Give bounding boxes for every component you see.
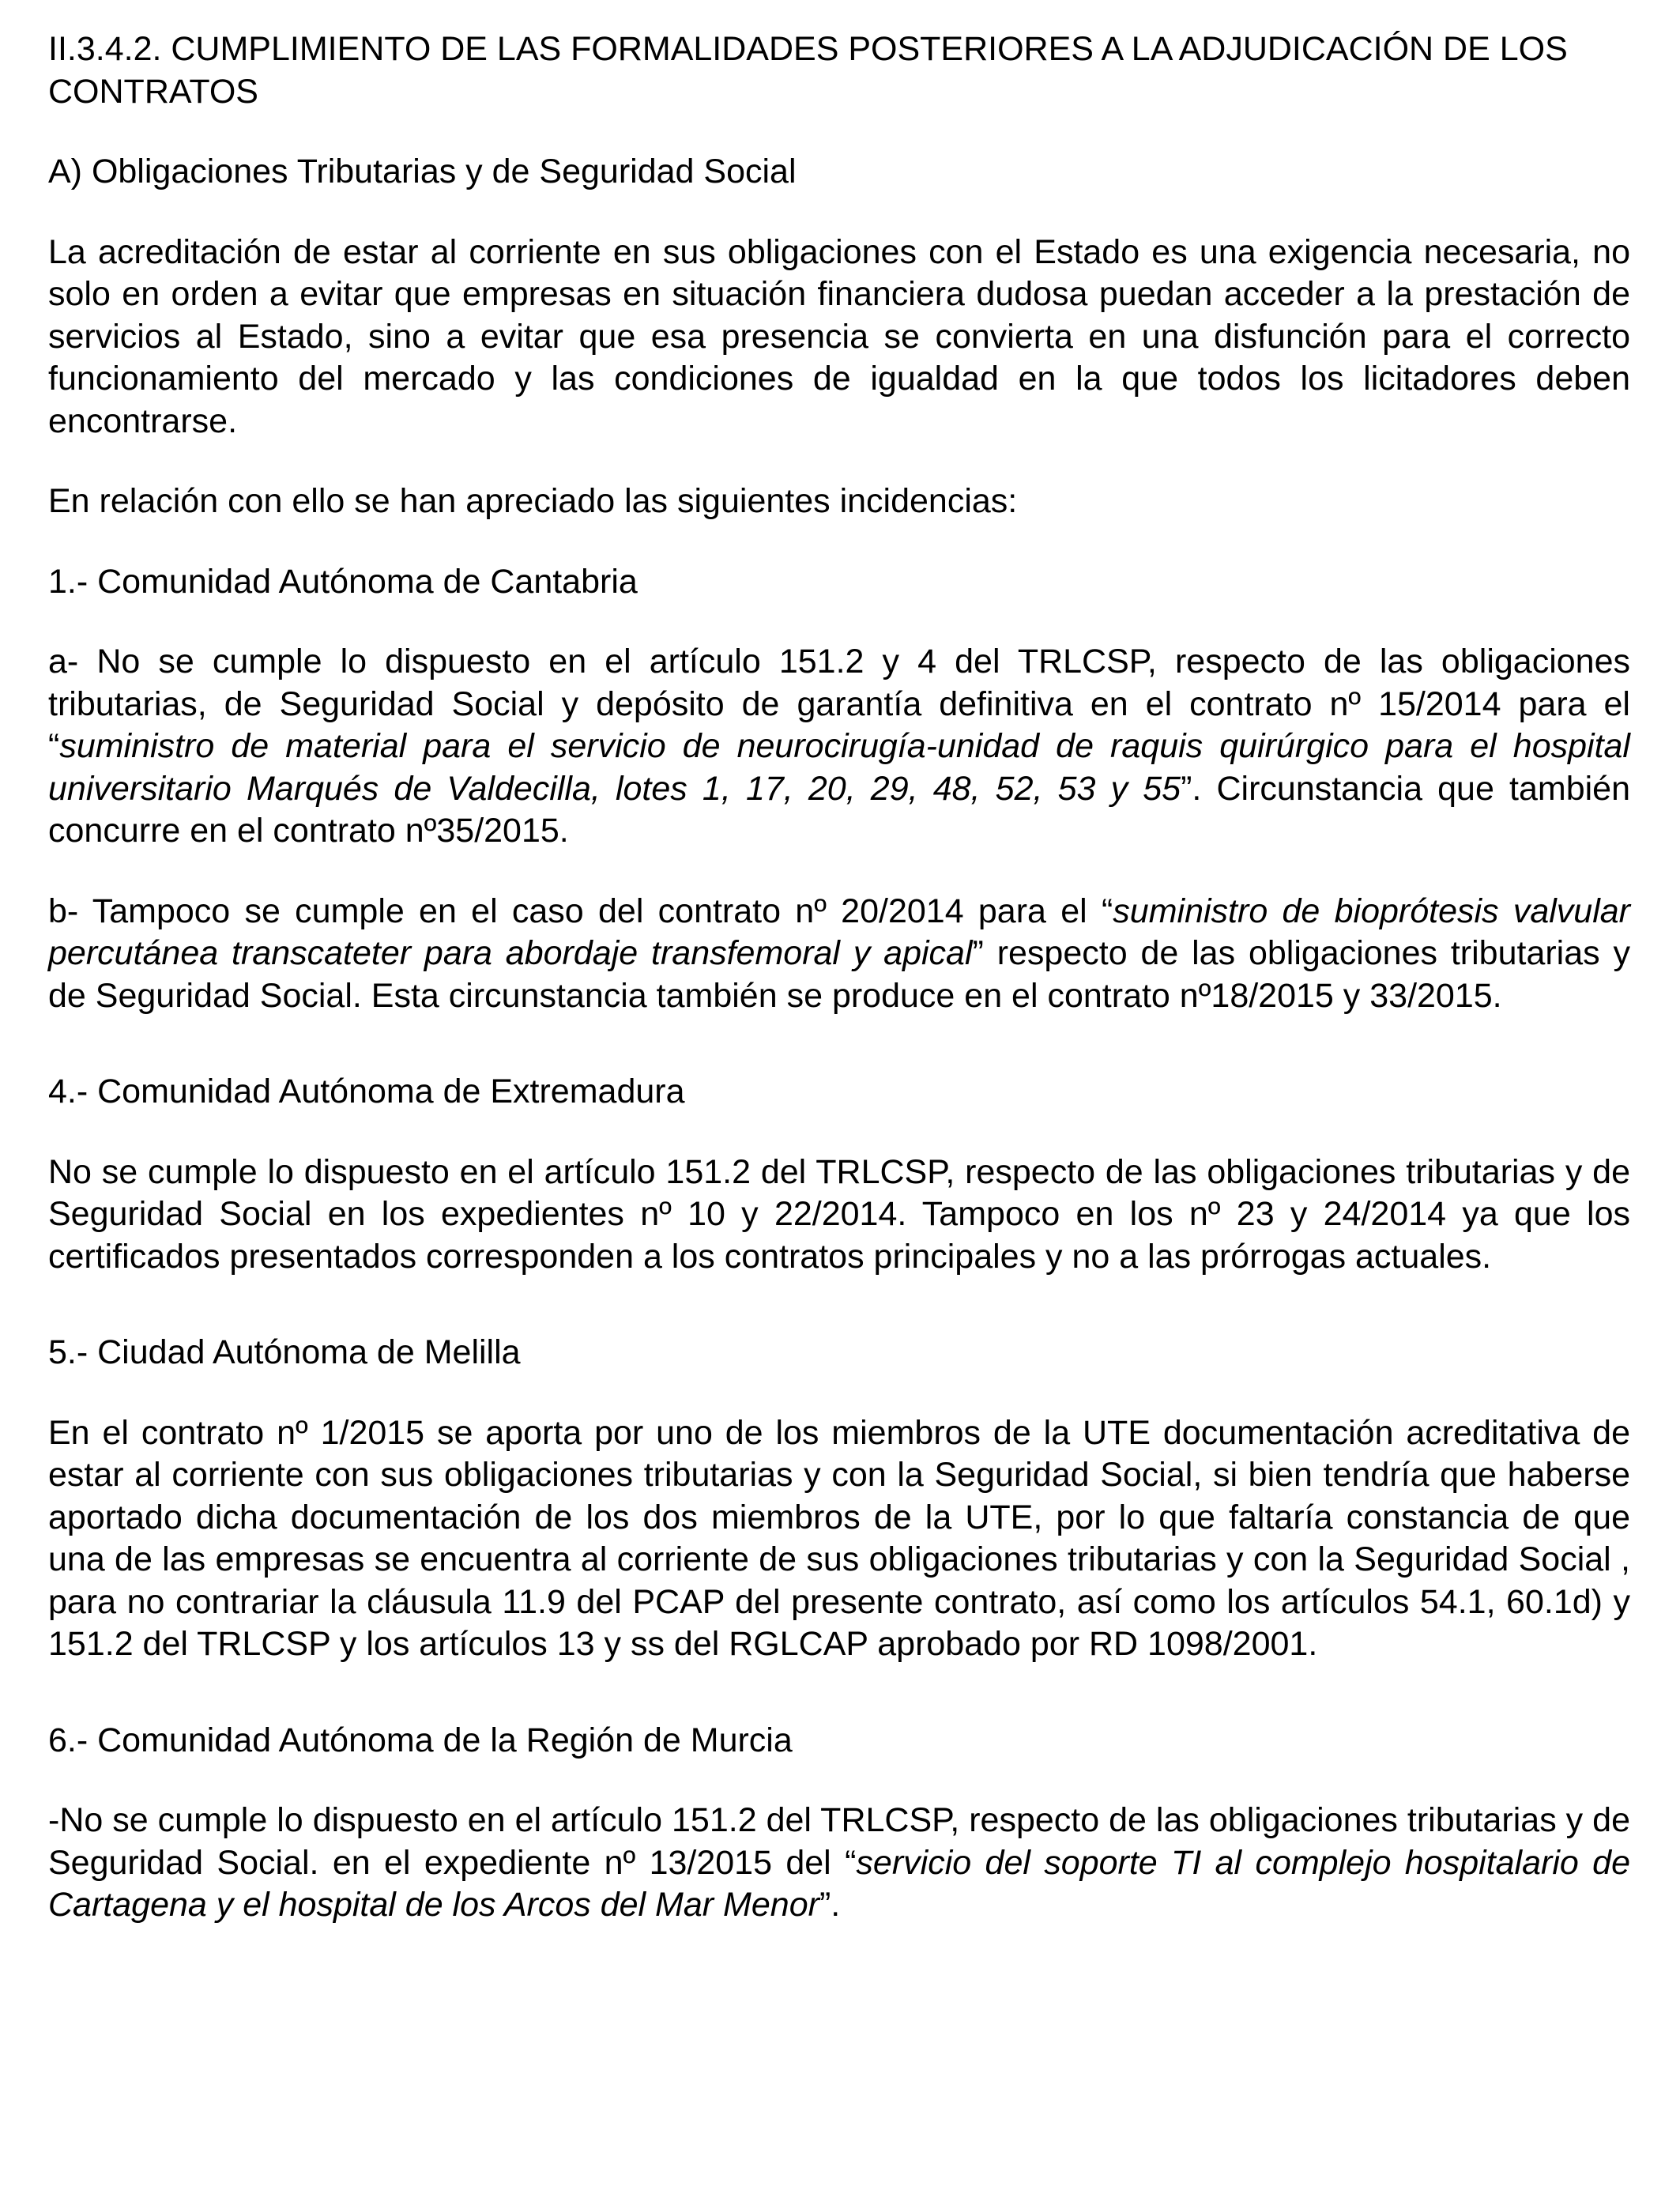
intro-paragraph: La acreditación de estar al corriente en sus obligaciones con el Estado es una exigencia necesaria, no solo en orden a evitar que empresas en situación financiera dudosa puedan acceder a la prestación de servicios al Estado, sino a evitar que esa presencia se convierta en una disfunción para el correcto funcionamiento del mercado y las condiciones de igualdad en la que todos los licitadores deben encontrarse.: [48, 232, 1630, 440]
extremadura-heading: 4.- Comunidad Autónoma de Extremadura: [48, 1072, 685, 1110]
cantabria-item-a-text: a- No se cumple lo dispuesto en el artículo 151.2 y 4 del TRLCSP, respecto de las obligaciones tributarias, de Seguridad Social y depósito de garantía definitiva en el contrato nº 15/2014 para el “: [48, 643, 1630, 765]
incidents-intro: En relación con ello se han apreciado las siguientes incidencias:: [48, 482, 1018, 520]
cantabria-item-a-contract-title: suministro de material para el servicio de neurocirugía-unidad de raquis quirúrgico para el hospital universitario Marqués de Valdecilla, lotes 1, 17, 20, 29, 48, 52, 53 y 55: [48, 727, 1630, 808]
cantabria-item-a-tail: ”. Circunstancia que también concurre en el contrato nº35/2015.: [48, 769, 1631, 850]
cantabria-item-b-contract-title: suministro de bioprótesis valvular percutánea transcateter para abordaje transfemoral y apical: [48, 892, 1630, 972]
cantabria-item-b: [48, 891, 1630, 1018]
cantabria-item-a: [48, 641, 1630, 853]
subsection-title: A) Obligaciones Tributarias y de Seguridad Social: [48, 153, 797, 190]
murcia-heading: 6.- Comunidad Autónoma de la Región de Murcia: [48, 1721, 793, 1759]
murcia-paragraph: [48, 1800, 1630, 1927]
cantabria-heading: 1.- Comunidad Autónoma de Cantabria: [48, 562, 638, 601]
melilla-heading: 5.- Ciudad Autónoma de Melilla: [48, 1333, 521, 1371]
extremadura-paragraph: No se cumple lo dispuesto en el artículo 151.2 del TRLCSP, respecto de las obligaciones tributarias y de Seguridad Social en los expedientes nº 10 y 22/2014. Tampoco en los nº 23 y 24/2014 ya que los certificados presentados corresponden a los contratos principales y no a las prórrogas actuales.: [48, 1152, 1630, 1276]
murcia-contract-title: servicio del soporte TI al complejo hospitalario de Cartagena y el hospital de los Arcos del Mar Menor: [48, 1843, 1630, 1924]
cantabria-item-b-text: b- Tampoco se cumple en el caso del contrato nº 20/2014 para el “: [48, 892, 1113, 930]
murcia-paragraph-text: -No se cumple lo dispuesto en el artículo 151.2 del TRLCSP, respecto de las obligaciones tributarias y de Seguridad Social. en el expediente nº 13/2015 del “: [48, 1801, 1630, 1882]
section-title: II.3.4.2. CUMPLIMIENTO DE LAS FORMALIDADES POSTERIORES A LA ADJUDICACIÓN DE LOS CONTRATOS: [48, 30, 1568, 111]
document-page: [48, 28, 1630, 1927]
cantabria-item-b-tail: ” respecto de las obligaciones tributarias y de Seguridad Social. Esta circunstancia también se produce en el contrato nº18/2015 y 33/2015.: [48, 934, 1630, 1015]
murcia-paragraph-tail: ”.: [819, 1886, 841, 1924]
melilla-paragraph: En el contrato nº 1/2015 se aporta por uno de los miembros de la UTE documentación acreditativa de estar al corriente con sus obligaciones tributarias y con la Seguridad Social, si bien tendría que haberse aportado dicha documentación de los dos miembros de la UTE, por lo que faltaría constancia de que una de las empresas se encuentra al corriente de sus obligaciones tributarias y con la Seguridad Social , para no contrariar la cláusula 11.9 del PCAP del presente contrato, así como los artículos 54.1, 60.1d) y 151.2 del TRLCSP y los artículos 13 y ss del RGLCAP aprobado por RD 1098/2001.: [48, 1413, 1630, 1663]
